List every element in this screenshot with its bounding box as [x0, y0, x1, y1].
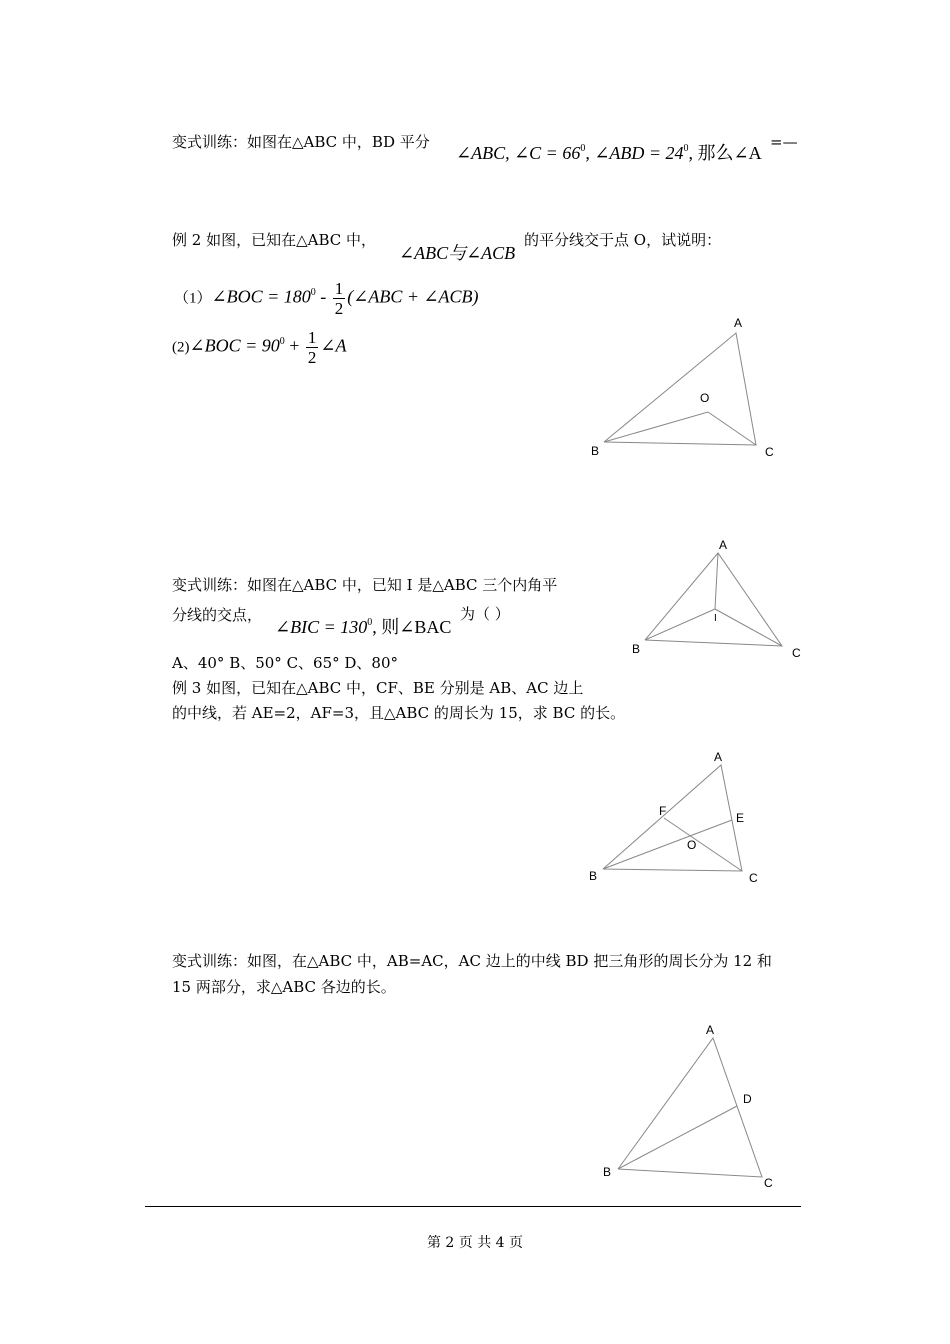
example3-line1: 例 3 如图，已知在△ABC 中，CF、BE 分别是 AB、AC 边上 [172, 679, 584, 697]
bisectors-to-o [604, 412, 756, 445]
footer-divider [145, 1206, 801, 1207]
page-number: 第 2 页 共 4 页 [426, 1235, 524, 1251]
label-d: D [743, 1092, 752, 1106]
figure-medians [589, 750, 758, 885]
label-a-4: A [706, 1023, 715, 1037]
median-be [603, 820, 732, 869]
exercise3-formula: ∠BIC = $130^0$, 则∠BAC [275, 617, 452, 637]
triangle-abc-3 [603, 765, 745, 871]
example2-rest: 的平分线交于点 O，试说明： [524, 231, 722, 249]
label-a-3: A [714, 750, 723, 764]
exercise1-answer-blank: =— [770, 133, 798, 151]
label-c: C [765, 445, 774, 459]
figure-incenter [632, 538, 801, 660]
label-b-2: B [632, 642, 641, 656]
triangle-abc [604, 333, 756, 445]
figure-median-bd [603, 1023, 773, 1190]
exercise3-options: A、40° B、50° C、65° D、80° [172, 654, 399, 672]
label-o: O [700, 391, 710, 405]
label-b-4: B [603, 1165, 612, 1179]
label-c-4: C [764, 1176, 773, 1190]
label-a-2: A [719, 538, 728, 552]
example2-intro: 例 2 如图，已知在△ABC 中， [172, 231, 376, 249]
bisector-c [715, 609, 782, 646]
label-f: F [659, 804, 667, 818]
label-b: B [591, 444, 600, 458]
exercise1-text: 变式训练：如图在△ABC 中，BD 平分 [172, 133, 430, 151]
exercise4-line1: 变式训练：如图，在△ABC 中，AB=AC，AC 边上的中线 BD 把三角形的周长分为 12 和 [172, 952, 772, 970]
exercise4-line2: 15 两部分，求△ABC 各边的长。 [172, 978, 396, 996]
exercise3-line1: 变式训练：如图在△ABC 中，已知 I 是△ABC 三个内角平 [172, 576, 558, 594]
label-i: I [714, 613, 717, 624]
triangle-abc-4 [618, 1038, 762, 1177]
example2-formula: ∠ABC与∠ACB [399, 243, 516, 263]
bisector-b [645, 609, 715, 640]
example2-item2: (2)∠BOC = $90^0$ + $\frac{1}{2}$ ∠A [172, 328, 347, 367]
exercise3-line2: 分线的交点， [172, 606, 263, 624]
label-c-2: C [792, 646, 801, 660]
exercise1-formula: ∠ABC, ∠C = $66^0$, ∠ABD = $24^0$, 那么∠A [456, 143, 762, 163]
exercise3-answer-bracket: 为（ ） [460, 605, 510, 623]
example3-line2: 的中线，若 AE=2，AF=3，且△ABC 的周长为 15，求 BC 的长。 [172, 704, 626, 722]
label-b-3: B [589, 869, 598, 883]
median-bd [618, 1106, 737, 1169]
label-c-3: C [749, 871, 758, 885]
triangle-abc-2 [645, 553, 782, 646]
figure-example2 [591, 316, 774, 459]
bisector-a [715, 553, 718, 609]
label-o-3: O [687, 838, 697, 852]
example2-item1: （1）∠BOC = $180^0$ - $\frac{1}{2}$ (∠ABC + ∠ACB) [174, 279, 479, 318]
label-a: A [734, 316, 743, 330]
median-cf [664, 818, 742, 871]
label-e: E [736, 811, 745, 825]
